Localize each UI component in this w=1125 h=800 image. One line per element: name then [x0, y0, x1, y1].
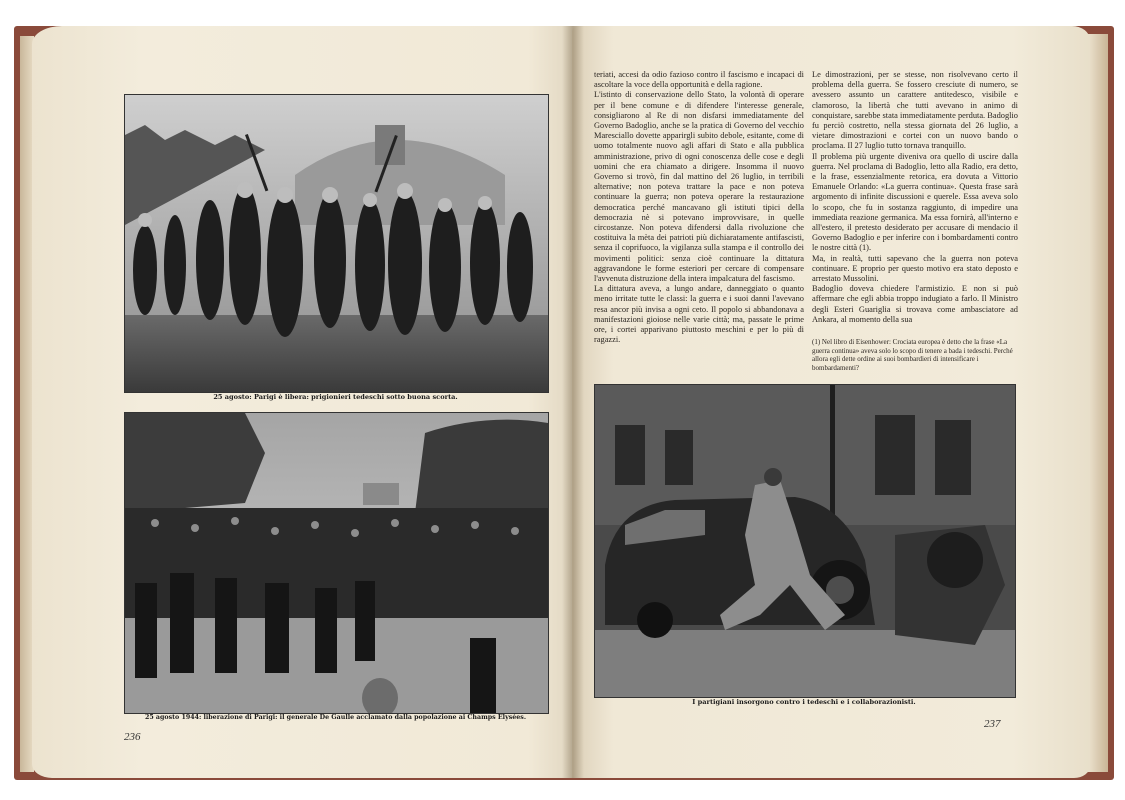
left-page [32, 26, 584, 778]
photo-crowd-image [125, 413, 548, 713]
photo-bottom-caption: 25 agosto 1944: liberazione di Parigi: il generale De Gaulle acclamato dalla popolazione ai Champs Elysées. [144, 714, 527, 721]
photo-prisoners-escort [124, 94, 549, 393]
photo-de-gaulle-champs-elysees [124, 412, 549, 714]
text-column-right [812, 70, 1018, 332]
photo-partisans-image [595, 385, 1015, 697]
photo-top-caption: 25 agosto: Parigi è libera: prigionieri tedeschi sotto buona scorta. [213, 393, 458, 401]
paragraph: Le dimostrazioni, per se stesse, non risolvevano certo il problema della guerra. Se fossero cresciute di numero, se avessero assunto un carattere antitedesco, visibile e clamoroso, la libertà che tutti avevano in animo di conquistare, sarebbe stata immediatamente perduta. Badoglio fu perciò costretto, nella stessa giornata del 26 luglio, a vietare dimostrazioni e cortei con un nuovo bando o proclama. Il 27 luglio tutto tornava tranquillo. [812, 70, 1018, 151]
right-page [572, 26, 1090, 778]
photo-caption: I partigiani insorgono contro i tedeschi e i collaborazionisti. [692, 698, 916, 706]
open-book [14, 26, 1114, 780]
footnote: (1) Nel libro di Eisenhower: Crociata europea è detto che la frase «La guerra continua» aveva solo lo scopo di tenere a bada i tedeschi. Perché allora egli dette ordine ai suoi bombardieri di intensificare i bombardamenti? [812, 338, 1013, 372]
photo-partisans-uprising [594, 384, 1016, 698]
text-column-left [594, 70, 804, 374]
paragraph: Badoglio doveva chiedere l'armistizio. E non si può affermare che egli abbia troppo indugiato a farlo. Il Ministro degli Esteri Guariglia si trovava come ambasciatore ad Ankara, al momento della sua [812, 284, 1018, 324]
left-page-number: 236 [124, 731, 141, 743]
photo-prisoners-image [125, 95, 548, 392]
paragraph: La dittatura aveva, a lungo andare, danneggiato o quanto meno irritate tutte le classi: la guerra e i suoi danni l'avevano resa ancor più invisa a ogni ceto. Il popolo si abbandonava a manifestazioni gioiose nelle varie città; ma, passate le prime ore, i cortei apparivano piuttosto meschini e per lo più di ragazzi. [594, 284, 804, 345]
paragraph: teriati, accesi da odio fazioso contro il fascismo e incapaci di ascoltare la voce della opportunità e della ragione. [594, 70, 804, 90]
paragraph: Ma, in realtà, tutti sapevano che la guerra non poteva continuare. E proprio per questo motivo era stato deposto e arrestato Mussolini. [812, 253, 1018, 284]
paragraph: Il problema più urgente diveniva ora quello di uscire dalla guerra. Nel proclama di Badoglio, letto alla Radio, era detto, e la frase, essenzialmente retorica, era dovuta a Vittorio Emanuele Orlando: «La guerra continua». Questa frase sarà argomento di infinite discussioni e querele. Essa aveva solo lo scopo, che fu in sostanza raggiunto, di impedire una immediata reazione germanica. Ma essa fornirà, all'interno e all'estero, il pretesto desiderato per accusare di mendacio il Governo Badoglio e per inferire con i bombardamenti contro le nostre città (1). [812, 151, 1018, 253]
right-page-number: 237 [984, 718, 1001, 730]
book-gutter [562, 26, 584, 778]
paragraph: L'istinto di conservazione dello Stato, la volontà di operare per il bene comune e di difendere l'interesse generale, consigliarono al Re di non disfarsi immediatamente del Governo Badoglio, anche se la pratica di Governo del vecchio Maresciallo dovette apparirgli subito debole, esitante, come di uomo totalmente nuovo agli affari di Stato e alla pubblica amministrazione, privo di ogni conoscenza delle cose e degli uomini che era chiamato a dirigere. Insomma il nuovo Governo si trovò, fin dal mattino del 26 luglio, in terribili alternative; non poteva trattare la pace e non poteva continuare la guerra; non poteva operare la restaurazione democratica perché mancavano gli istituti tipici della democrazia nè si potevano improvvisare, in quelle circostanze. Non poteva difendersi dalla rivoluzione che costituiva la mèta dei patrioti più dichiaratamente antifascisti, senza il coprifuoco, la vigilanza sulla stampa e il controllo dei movimenti politici: senza cioè continuare la dittatura aggravandone le forme esteriori per cercare di compensare l'avvenuta distruzione della intera impalcatura del fascismo. [594, 90, 804, 284]
